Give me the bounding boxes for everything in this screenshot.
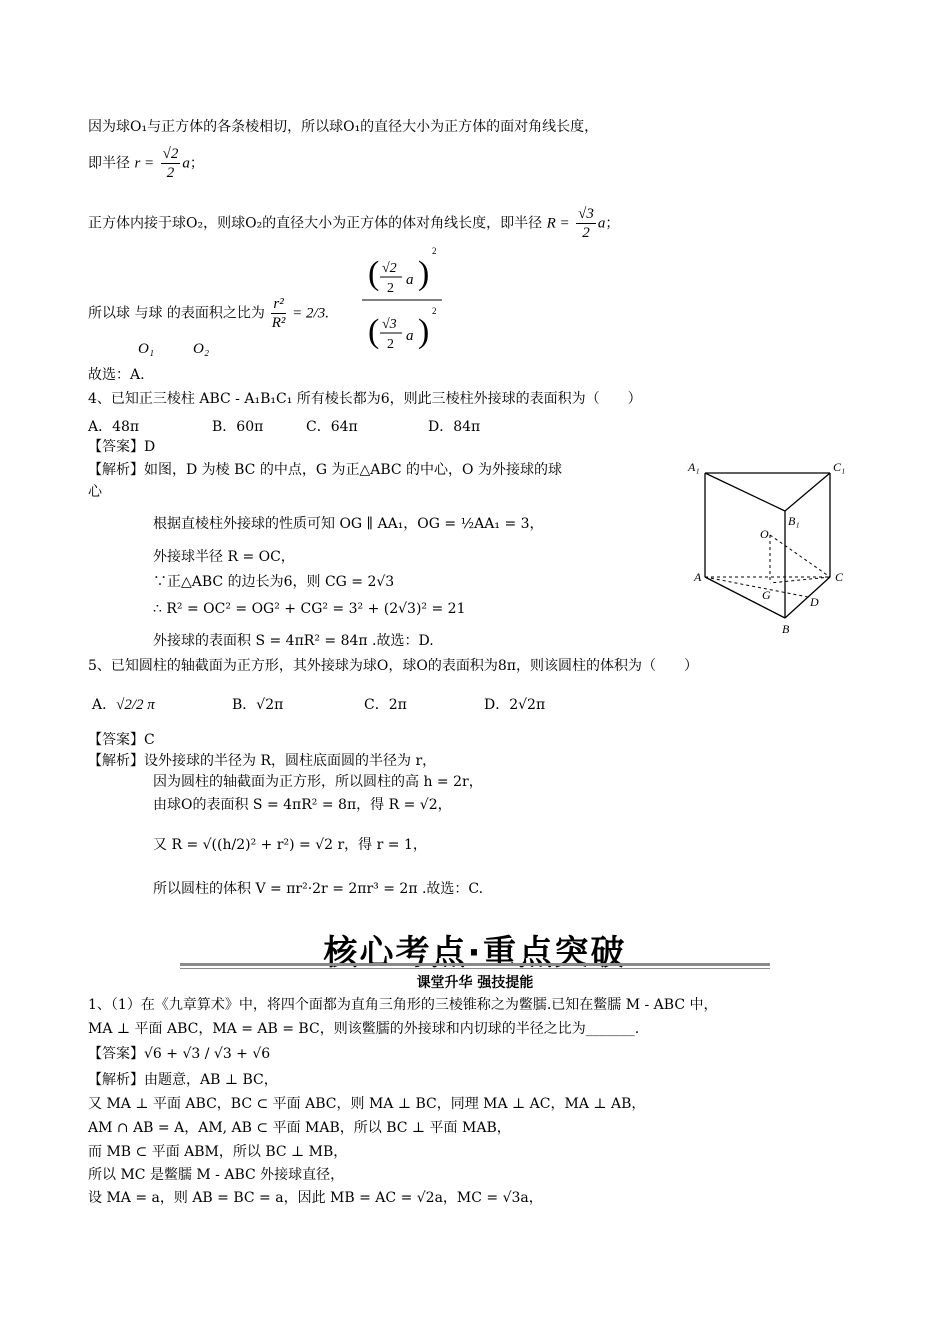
section-title: 核心考点·重点突破	[323, 933, 627, 973]
text: 所以球 与球 的表面积之比为	[88, 305, 265, 322]
ratio-fraction	[271, 295, 285, 332]
paren-right-den: )	[418, 313, 430, 350]
analysis-step: 又 R = √((h/2)² + r²) = √2 r，得 r = 1，	[153, 837, 427, 853]
label-a: A	[694, 570, 702, 584]
label-o2: O₂	[193, 341, 210, 357]
exp-2-den: 2	[432, 306, 437, 316]
label-a1: A₁	[688, 460, 700, 474]
numerator: √3	[578, 206, 594, 222]
analysis-line: 【解析】如图，D 为棱 BC 的中点，G 为正△ABC 的中心，O 为外接球的球	[88, 462, 562, 478]
divider	[180, 963, 770, 966]
paren-left: (	[368, 255, 380, 292]
denominator: R²	[271, 315, 286, 331]
label-b: B	[782, 622, 790, 636]
option-a-value: √2/2 π	[116, 697, 155, 713]
analysis-line: 所以 MC 是鳖臑 M - ABC 外接球直径，	[88, 1167, 345, 1183]
ratio-line	[88, 295, 329, 332]
option-b: B．60π	[212, 419, 264, 435]
analysis-line: 【解析】由题意，AB ⊥ BC，	[88, 1072, 278, 1088]
text: 正方体内接于球O₂，则球O₂的直径大小为正方体的体对角线长度，即半径	[88, 215, 543, 232]
num-a: a	[406, 272, 414, 288]
analysis-step: 由球O的表面积 S = 4πR² = 8π，得 R = √2，	[153, 797, 452, 813]
analysis-line: AM ∩ AB = A，AM, AB ⊂ 平面 MAB，所以 BC ⊥ 平面 MAB，	[88, 1120, 511, 1136]
question-5: 5、已知圆柱的轴截面为正方形，其外接球为球O，球O的表面积为8π，则该圆柱的体积为（ ）	[88, 658, 698, 674]
label-d: D	[810, 595, 819, 609]
radius-line	[88, 145, 204, 182]
option-d: D．2√2π	[484, 697, 546, 713]
segment-cg	[770, 577, 830, 583]
variable: a	[182, 155, 190, 172]
variable: a	[597, 215, 606, 232]
option-c: C．2π	[364, 697, 407, 713]
analysis-step: 外接球的表面积 S = 4πR² = 84π .故选：D.	[153, 633, 434, 649]
prism-figure	[680, 455, 855, 640]
option-b: B．√2π	[232, 697, 284, 713]
ratio-big-fraction	[360, 242, 480, 360]
question-4: 4、已知正三棱柱 ABC - A₁B₁C₁ 所有棱长都为6，则此三棱柱外接球的表面积为（ ）	[88, 391, 642, 407]
analysis-step: 所以圆柱的体积 V = πr²·2r = 2πr³ = 2π .故选：C.	[153, 881, 484, 897]
answer-line: 【答案】C	[88, 732, 155, 748]
answer-line: 【答案】D	[88, 439, 156, 455]
punct: ；	[605, 215, 620, 232]
analysis-line: 又 MA ⊥ 平面 ABC，BC ⊂ 平面 ABC，则 MA ⊥ BC，同理 MA ⊥ AC，MA ⊥ AB，	[88, 1096, 646, 1112]
den-sqrt3: √3	[382, 317, 397, 332]
label-o: O	[760, 527, 769, 541]
denominator: 2	[582, 225, 590, 241]
formula: R =	[546, 215, 570, 232]
option-c: C．64π	[306, 419, 358, 435]
answer-line: 【答案】√6 + √3 / √3 + √6	[88, 1046, 271, 1062]
answer-line: 故选：A.	[88, 367, 145, 383]
analysis-step: 因为圆柱的轴截面为正方形，所以圆柱的高 h = 2r，	[153, 774, 483, 790]
num-2: 2	[387, 281, 394, 296]
punct: ；	[189, 155, 204, 172]
label-b1: B₁	[788, 514, 800, 528]
fraction	[576, 205, 596, 242]
option-a-label: A．	[92, 697, 117, 713]
divider	[180, 968, 770, 969]
segment-oc	[770, 535, 830, 577]
analysis-step: 根据直棱柱外接球的性质可知 OG ∥ AA₁，OG = ½AA₁ = 3，	[153, 516, 544, 532]
ratio-result: = 2/3.	[292, 305, 329, 322]
formula: r =	[134, 155, 155, 172]
label-o1: O₁	[138, 341, 155, 357]
problem-1-cont: MA ⊥ 平面 ABC，MA = AB = BC，则该鳖臑的外接球和内切球的半径之比为_______.	[88, 1021, 640, 1037]
den-a: a	[406, 328, 414, 344]
option-a	[92, 694, 155, 714]
text-line	[88, 205, 619, 242]
analysis-line: 【解析】设外接球的半径为 R，圆柱底面圆的半径为 r，	[88, 753, 437, 769]
numerator: √2	[162, 146, 179, 162]
text-line: 因为球O₁与正方体的各条棱相切，所以球O₁的直径大小为正方体的面对角线长度，	[88, 119, 599, 135]
den-2: 2	[387, 337, 394, 352]
analysis-line: 而 MB ⊂ 平面 ABM，所以 BC ⊥ MB，	[88, 1144, 348, 1160]
label-g: G	[762, 588, 771, 602]
edge-c1b1	[785, 473, 830, 511]
analysis-step: ∵正△ABC 的边长为6，则 CG = 2√3	[153, 574, 395, 590]
paren-right: )	[418, 255, 430, 292]
section-subtitle: 课堂升华 强技提能	[416, 975, 534, 991]
num-sqrt2: √2	[382, 261, 397, 276]
analysis-step: 外接球半径 R = OC，	[153, 549, 295, 565]
problem-1: 1、（1）在《九章算术》中，将四个面都为直角三角形的三棱锥称之为鳖臑.已知在鳖臑 M - ABC 中，	[88, 997, 718, 1013]
denominator: 2	[166, 165, 175, 181]
label-c: C	[835, 570, 844, 584]
option-a: A．48π	[88, 419, 140, 435]
fraction	[161, 145, 181, 182]
analysis-line: 设 MA = a，则 AB = BC = a，因此 MB = AC = √2a，MC = √3a，	[88, 1190, 543, 1206]
numerator: r²	[273, 296, 284, 312]
option-d: D．84π	[428, 419, 481, 435]
edge-cb	[785, 577, 830, 618]
analysis-line: 心	[88, 484, 102, 500]
edge-a1b1	[705, 473, 785, 511]
label-c1: C₁	[833, 460, 846, 474]
median-ad	[705, 577, 808, 597]
analysis-step: ∴ R² = OC² = OG² + CG² = 3² + (2√3)² = 21	[153, 601, 466, 617]
label: 即半径	[88, 155, 130, 172]
exp-2: 2	[432, 246, 437, 256]
paren-left-den: (	[368, 313, 380, 350]
